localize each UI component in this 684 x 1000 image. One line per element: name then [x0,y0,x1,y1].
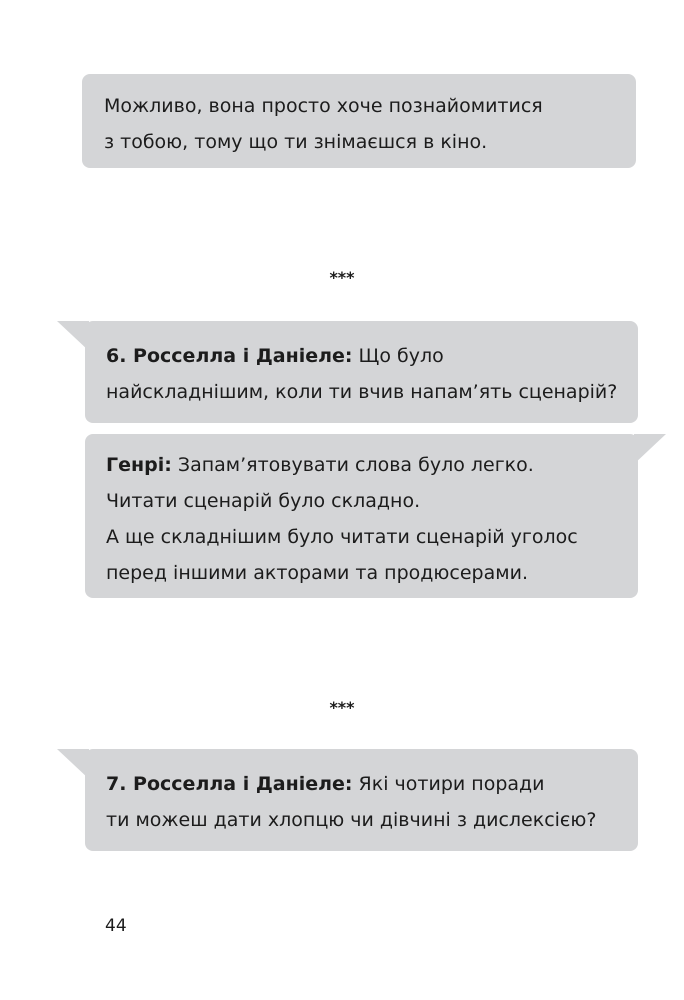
question-line-2: ти можеш дати хлопцю чи дівчині з дислексією? [106,809,597,831]
message-bubble-1 [82,74,636,168]
question-line-1 [106,766,638,802]
message-line: з тобою, тому що ти знімаєшся в кіно. [104,131,488,153]
answer-bubble-6 [85,434,638,598]
answer-line-4: перед іншими акторами та продюсерами. [106,562,528,584]
speaker-label: 6. Росселла і Даніеле: [106,345,353,367]
bubble-tail-right [634,434,666,464]
speaker-label: Генрі: [106,454,172,476]
bubble-tail-left [57,749,89,779]
page-number: 44 [105,916,127,936]
question-text: Які чотири поради [352,773,545,795]
message-line: Можливо, вона просто хоче познайомитися [104,95,543,117]
question-bubble-7 [85,749,638,851]
answer-line-1 [106,447,638,483]
answer-line-2: Читати сценарій було складно. [106,490,421,512]
question-line-1 [106,338,638,374]
question-text: Що було [352,345,444,367]
bubble-tail-left [57,321,89,351]
answer-line-3: А ще складнішим було читати сценарій уголос [106,526,578,548]
section-separator: *** [329,268,355,287]
answer-text: Запам’ятовувати слова було легко. [171,454,534,476]
question-bubble-6 [85,321,638,423]
section-separator: *** [329,698,355,717]
speaker-label: 7. Росселла і Даніеле: [106,773,353,795]
question-line-2: найскладнішим, коли ти вчив напам’ять сценарій? [106,381,618,403]
